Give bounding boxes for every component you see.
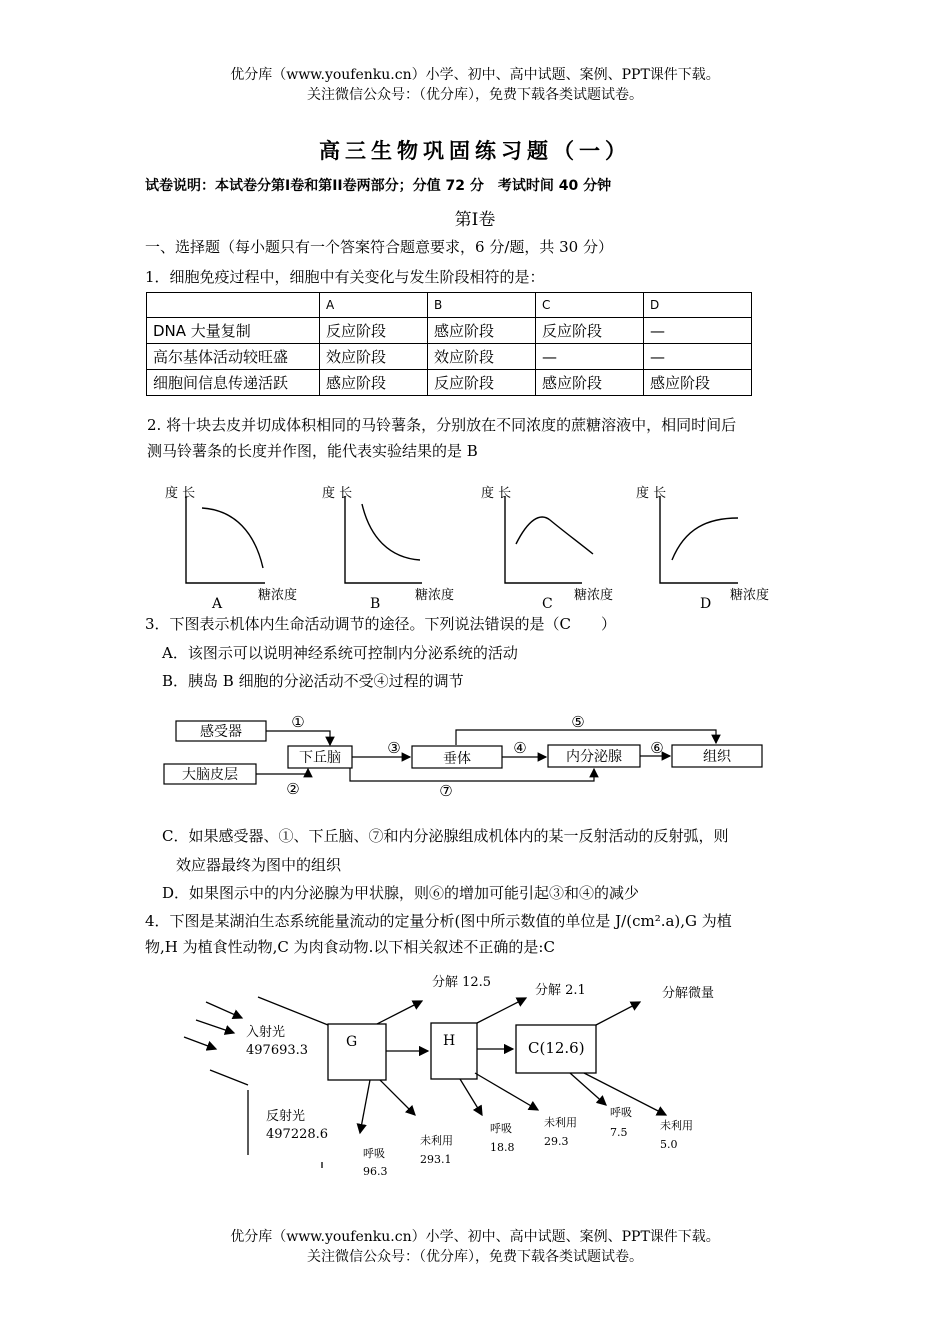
q1-col-header: C (536, 293, 644, 318)
arrow-2 (256, 769, 308, 774)
h-resp-label: 呼吸 (490, 1122, 512, 1135)
q4-energy-flow-diagram (170, 965, 770, 1180)
part-heading: 一、选择题（每小题只有一个答案符合题意要求，6 分/题，共 30 分） (145, 238, 613, 256)
q3-stem: 3．下图表示机体内生命活动调节的途径。下列说法错误的是（C ） (145, 615, 617, 633)
table-cell: 效应阶段 (320, 344, 428, 370)
table-row (147, 344, 752, 370)
arrow-1 (266, 731, 330, 745)
table-cell: — (536, 344, 644, 370)
arrow-h-unused (475, 1073, 538, 1110)
receptor-label: 感受器 (200, 724, 242, 740)
arrow-g-unused (380, 1080, 415, 1115)
q3-option-c-line2: 效应器最终为图中的组织 (176, 856, 342, 874)
q1-table-header (147, 293, 752, 318)
incident-arrow-1 (206, 1002, 242, 1018)
q4-stem-line1: 4．下图是某湖泊生态系统能量流动的定量分析(图中所示数值的单位是 J/(cm².a),G 为植 (145, 912, 732, 930)
arrow-h-decomp (477, 998, 526, 1023)
g-resp-value: 96.3 (363, 1165, 388, 1178)
label-3: ③ (387, 739, 401, 757)
graph-d-axes (660, 496, 738, 583)
tissue-label: 组织 (703, 749, 731, 765)
reflected-label: 反射光 (266, 1109, 306, 1124)
graph-d-ylabel: 度 长 (636, 486, 667, 501)
graph-a-axes (186, 496, 265, 583)
section-title: 第I卷 (454, 210, 496, 230)
gland-label: 内分泌腺 (566, 749, 622, 765)
g-resp-label: 呼吸 (363, 1147, 385, 1160)
c-unused-value: 5.0 (660, 1138, 678, 1151)
graph-d-xlabel: 糖浓度 (730, 588, 770, 603)
graph-a-ylabel: 度 长 (165, 486, 196, 501)
table-cell: — (644, 318, 752, 344)
footer-line-1: 优分库（www.youfenku.cn）小学、初中、高中试题、案例、PPT课件下载。 (230, 1229, 720, 1245)
page-title: 高三生物巩固练习题（一） (319, 138, 631, 163)
graph-a-xlabel: 糖浓度 (258, 588, 298, 603)
h-resp-value: 18.8 (490, 1141, 515, 1154)
g-unused-value: 293.1 (420, 1153, 452, 1166)
graph-b-curve (362, 504, 420, 560)
reflected-line-top (258, 997, 328, 1025)
box-g (328, 1024, 386, 1080)
q3-regulation-diagram (160, 705, 780, 805)
arrow-5 (456, 730, 716, 745)
h-unused-value: 29.3 (544, 1135, 569, 1148)
incident-arrow-3 (184, 1037, 216, 1049)
reflected-line-bottom (210, 1070, 248, 1085)
decomp-c-label: 分解微量 (662, 986, 715, 1001)
q2-stem-line1: 2. 将十块去皮并切成体积相同的马铃薯条，分别放在不同浓度的蔗糖溶液中，相同时间后 (147, 416, 737, 434)
table-cell: 反应阶段 (320, 318, 428, 344)
incident-arrow-2 (196, 1020, 234, 1033)
graph-d-label: D (700, 596, 712, 612)
table-cell: 效应阶段 (428, 344, 536, 370)
table-cell: 感应阶段 (536, 370, 644, 396)
c-resp-label: 呼吸 (610, 1106, 632, 1119)
decomp-g-label: 分解 12.5 (432, 975, 492, 990)
graph-c-axes (505, 496, 582, 583)
graph-a-curve (202, 508, 263, 568)
q1-col-header: A (320, 293, 428, 318)
label-2: ② (286, 780, 300, 798)
label-7: ⑦ (439, 782, 453, 800)
graph-c-curve (516, 517, 593, 554)
arrow-g-decomp (377, 1001, 422, 1024)
graph-c-xlabel: 糖浓度 (574, 588, 614, 603)
graph-c-label: C (542, 596, 553, 612)
q1-table (146, 292, 752, 396)
table-cell: DNA 大量复制 (147, 318, 320, 344)
graph-b-xlabel: 糖浓度 (415, 588, 455, 603)
label-6: ⑥ (650, 739, 664, 757)
label-5: ⑤ (571, 713, 585, 731)
graph-a-label: A (212, 596, 223, 612)
graph-b-label: B (370, 596, 381, 612)
reflected-value: 497228.6 (266, 1127, 329, 1142)
exam-instructions: 试卷说明：本试卷分第I卷和第II卷两部分；分值 72 分 考试时间 40 分钟 (145, 178, 612, 194)
box-g-label: G (346, 1034, 358, 1050)
q1-col-header: B (428, 293, 536, 318)
footer-line-2: 关注微信公众号：（优分库），免费下载各类试题试卷。 (307, 1249, 643, 1265)
table-cell: 反应阶段 (536, 318, 644, 344)
q1-stem: 1．细胞免疫过程中，细胞中有关变化与发生阶段相符的是： (145, 268, 545, 286)
table-row (147, 370, 752, 396)
arrow-h-resp (460, 1079, 482, 1115)
q3-option-d: D．如果图示中的内分泌腺为甲状腺，则⑥的增加可能引起③和④的减少 (162, 884, 640, 902)
graph-d-curve (672, 518, 738, 560)
q3-option-a: A．该图示可以说明神经系统可控制内分泌系统的活动 (162, 644, 518, 662)
box-c-label: C(12.6) (528, 1039, 585, 1057)
table-cell: 感应阶段 (428, 318, 536, 344)
graph-b-ylabel: 度 长 (322, 486, 353, 501)
table-cell: — (644, 344, 752, 370)
table-row (147, 318, 752, 344)
header-line-1: 优分库（www.youfenku.cn）小学、初中、高中试题、案例、PPT课件下载。 (230, 67, 720, 83)
h-unused-label: 未利用 (544, 1116, 577, 1129)
header-line-2: 关注微信公众号：（优分库），免费下载各类试题试卷。 (307, 87, 643, 103)
incident-value: 497693.3 (246, 1043, 309, 1058)
cortex-label: 大脑皮层 (182, 767, 238, 783)
q1-col-header (147, 293, 320, 318)
table-cell: 感应阶段 (320, 370, 428, 396)
q3-option-b: B．胰岛 B 细胞的分泌活动不受④过程的调节 (162, 672, 464, 690)
table-cell: 细胞间信息传递活跃 (147, 370, 320, 396)
table-cell: 感应阶段 (644, 370, 752, 396)
pituitary-label: 垂体 (443, 751, 471, 767)
q2-stem-line2: 测马铃薯条的长度并作图，能代表实验结果的是 B (147, 442, 478, 460)
q1-col-header: D (644, 293, 752, 318)
decomp-h-label: 分解 2.1 (535, 983, 586, 998)
q4-stem-line2: 物,H 为植食性动物,C 为肉食动物.以下相关叙述不正确的是:C (145, 938, 555, 956)
incident-label: 入射光 (246, 1025, 286, 1040)
table-cell: 反应阶段 (428, 370, 536, 396)
box-h-label: H (443, 1033, 456, 1049)
label-1: ① (291, 713, 305, 731)
graph-b-axes (345, 496, 422, 583)
arrow-7 (350, 768, 594, 781)
arrow-c-decomp (596, 1002, 640, 1025)
hypothalamus-label: 下丘脑 (299, 750, 341, 766)
g-unused-label: 未利用 (420, 1134, 453, 1147)
q2-graphs (150, 478, 790, 613)
box-h (431, 1023, 477, 1079)
c-resp-value: 7.5 (610, 1126, 628, 1139)
arrow-c-resp (570, 1073, 606, 1105)
label-4: ④ (513, 739, 527, 757)
c-unused-label: 未利用 (660, 1119, 693, 1132)
graph-c-ylabel: 度 长 (481, 486, 512, 501)
q3-option-c-line1: C．如果感受器、①、下丘脑、⑦和内分泌腺组成机体内的某一反射活动的反射弧，则 (162, 827, 729, 845)
table-cell: 高尔基体活动较旺盛 (147, 344, 320, 370)
arrow-g-resp (360, 1080, 370, 1133)
